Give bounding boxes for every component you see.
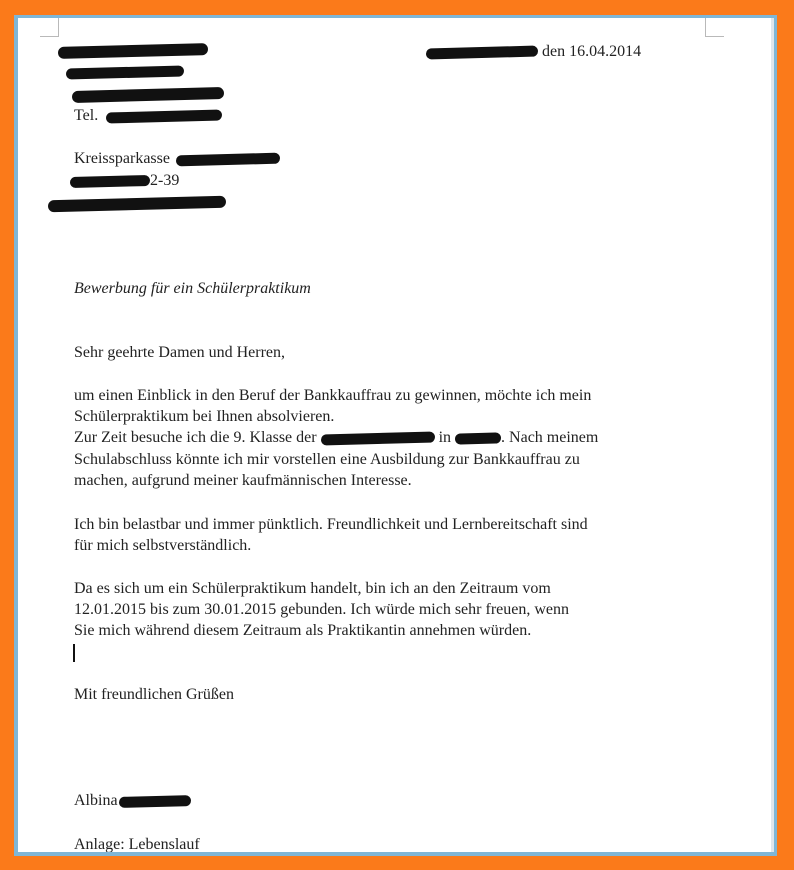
date-line [426, 42, 641, 62]
recipient-street-line [70, 171, 179, 191]
signature-first-name: Albina [74, 792, 118, 809]
school-line-ending: . Nach meinem [501, 429, 599, 446]
document-page[interactable] [18, 18, 774, 852]
redacted-school-location [455, 432, 501, 444]
school-intro-text: Zur Zeit besuche ich die 9. Klasse der [74, 429, 317, 446]
body-paragraph-1-line-5: machen, aufgrund meiner kaufmännischen Interesse. [74, 472, 412, 489]
recipient-street-number: 2-39 [150, 172, 180, 189]
sender-phone-line [74, 106, 222, 126]
salutation: Sehr geehrte Damen und Herren, [74, 344, 286, 361]
margin-corner-marker-left [40, 18, 59, 37]
body-paragraph-3-line-3: Sie mich während diesem Zeitraum als Praktikantin annehmen würden. [74, 622, 532, 639]
scrollbar-edge[interactable] [771, 18, 774, 852]
body-paragraph-2-line-1: Ich bin belastbar und immer pünktlich. Freundlichkeit und Lernbereitschaft sind [74, 516, 588, 533]
signature-line [74, 791, 191, 811]
letter-subject: Bewerbung für ein Schülerpraktikum [74, 280, 311, 297]
body-paragraph-2-line-2: für mich selbstverständlich. [74, 537, 252, 554]
redacted-sender-city [72, 87, 224, 103]
redacted-sender-street [66, 65, 184, 79]
margin-corner-marker-right [705, 18, 724, 37]
recipient-name-line [74, 149, 280, 169]
body-paragraph-1-line-1: um einen Einblick in den Beruf der Bankkauffrau zu gewinnen, möchte ich mein [74, 387, 592, 404]
redacted-recipient-street [70, 175, 150, 188]
redacted-school-name [320, 431, 434, 445]
redacted-recipient-city [48, 196, 226, 213]
attachment-note: Anlage: Lebenslauf [74, 836, 200, 852]
redacted-city [426, 45, 538, 59]
letter-date: den 16.04.2014 [542, 43, 642, 60]
redacted-sender-name [58, 43, 208, 59]
redacted-recipient-branch [176, 152, 280, 166]
body-paragraph-1-line-2: Schülerpraktikum bei Ihnen absolvieren. [74, 408, 335, 425]
body-paragraph-1-line-4: Schulabschluss könnte ich mir vorstellen eine Ausbildung zur Bankkauffrau zu [74, 451, 580, 468]
school-location-prep: in [438, 429, 452, 446]
body-paragraph-1-line-3 [74, 428, 598, 448]
closing: Mit freundlichen Grüßen [74, 686, 234, 703]
recipient-bank-name: Kreissparkasse [74, 150, 170, 167]
body-paragraph-3-line-2: 12.01.2015 bis zum 30.01.2015 gebunden. Ich würde mich sehr freuen, wenn [74, 601, 569, 618]
redacted-surname [118, 795, 190, 808]
body-paragraph-3-line-1: Da es sich um ein Schülerpraktikum handelt, bin ich an den Zeitraum vom [74, 580, 551, 597]
text-cursor [73, 644, 75, 662]
redacted-phone-number [106, 109, 222, 123]
phone-label: Tel. [74, 107, 99, 124]
